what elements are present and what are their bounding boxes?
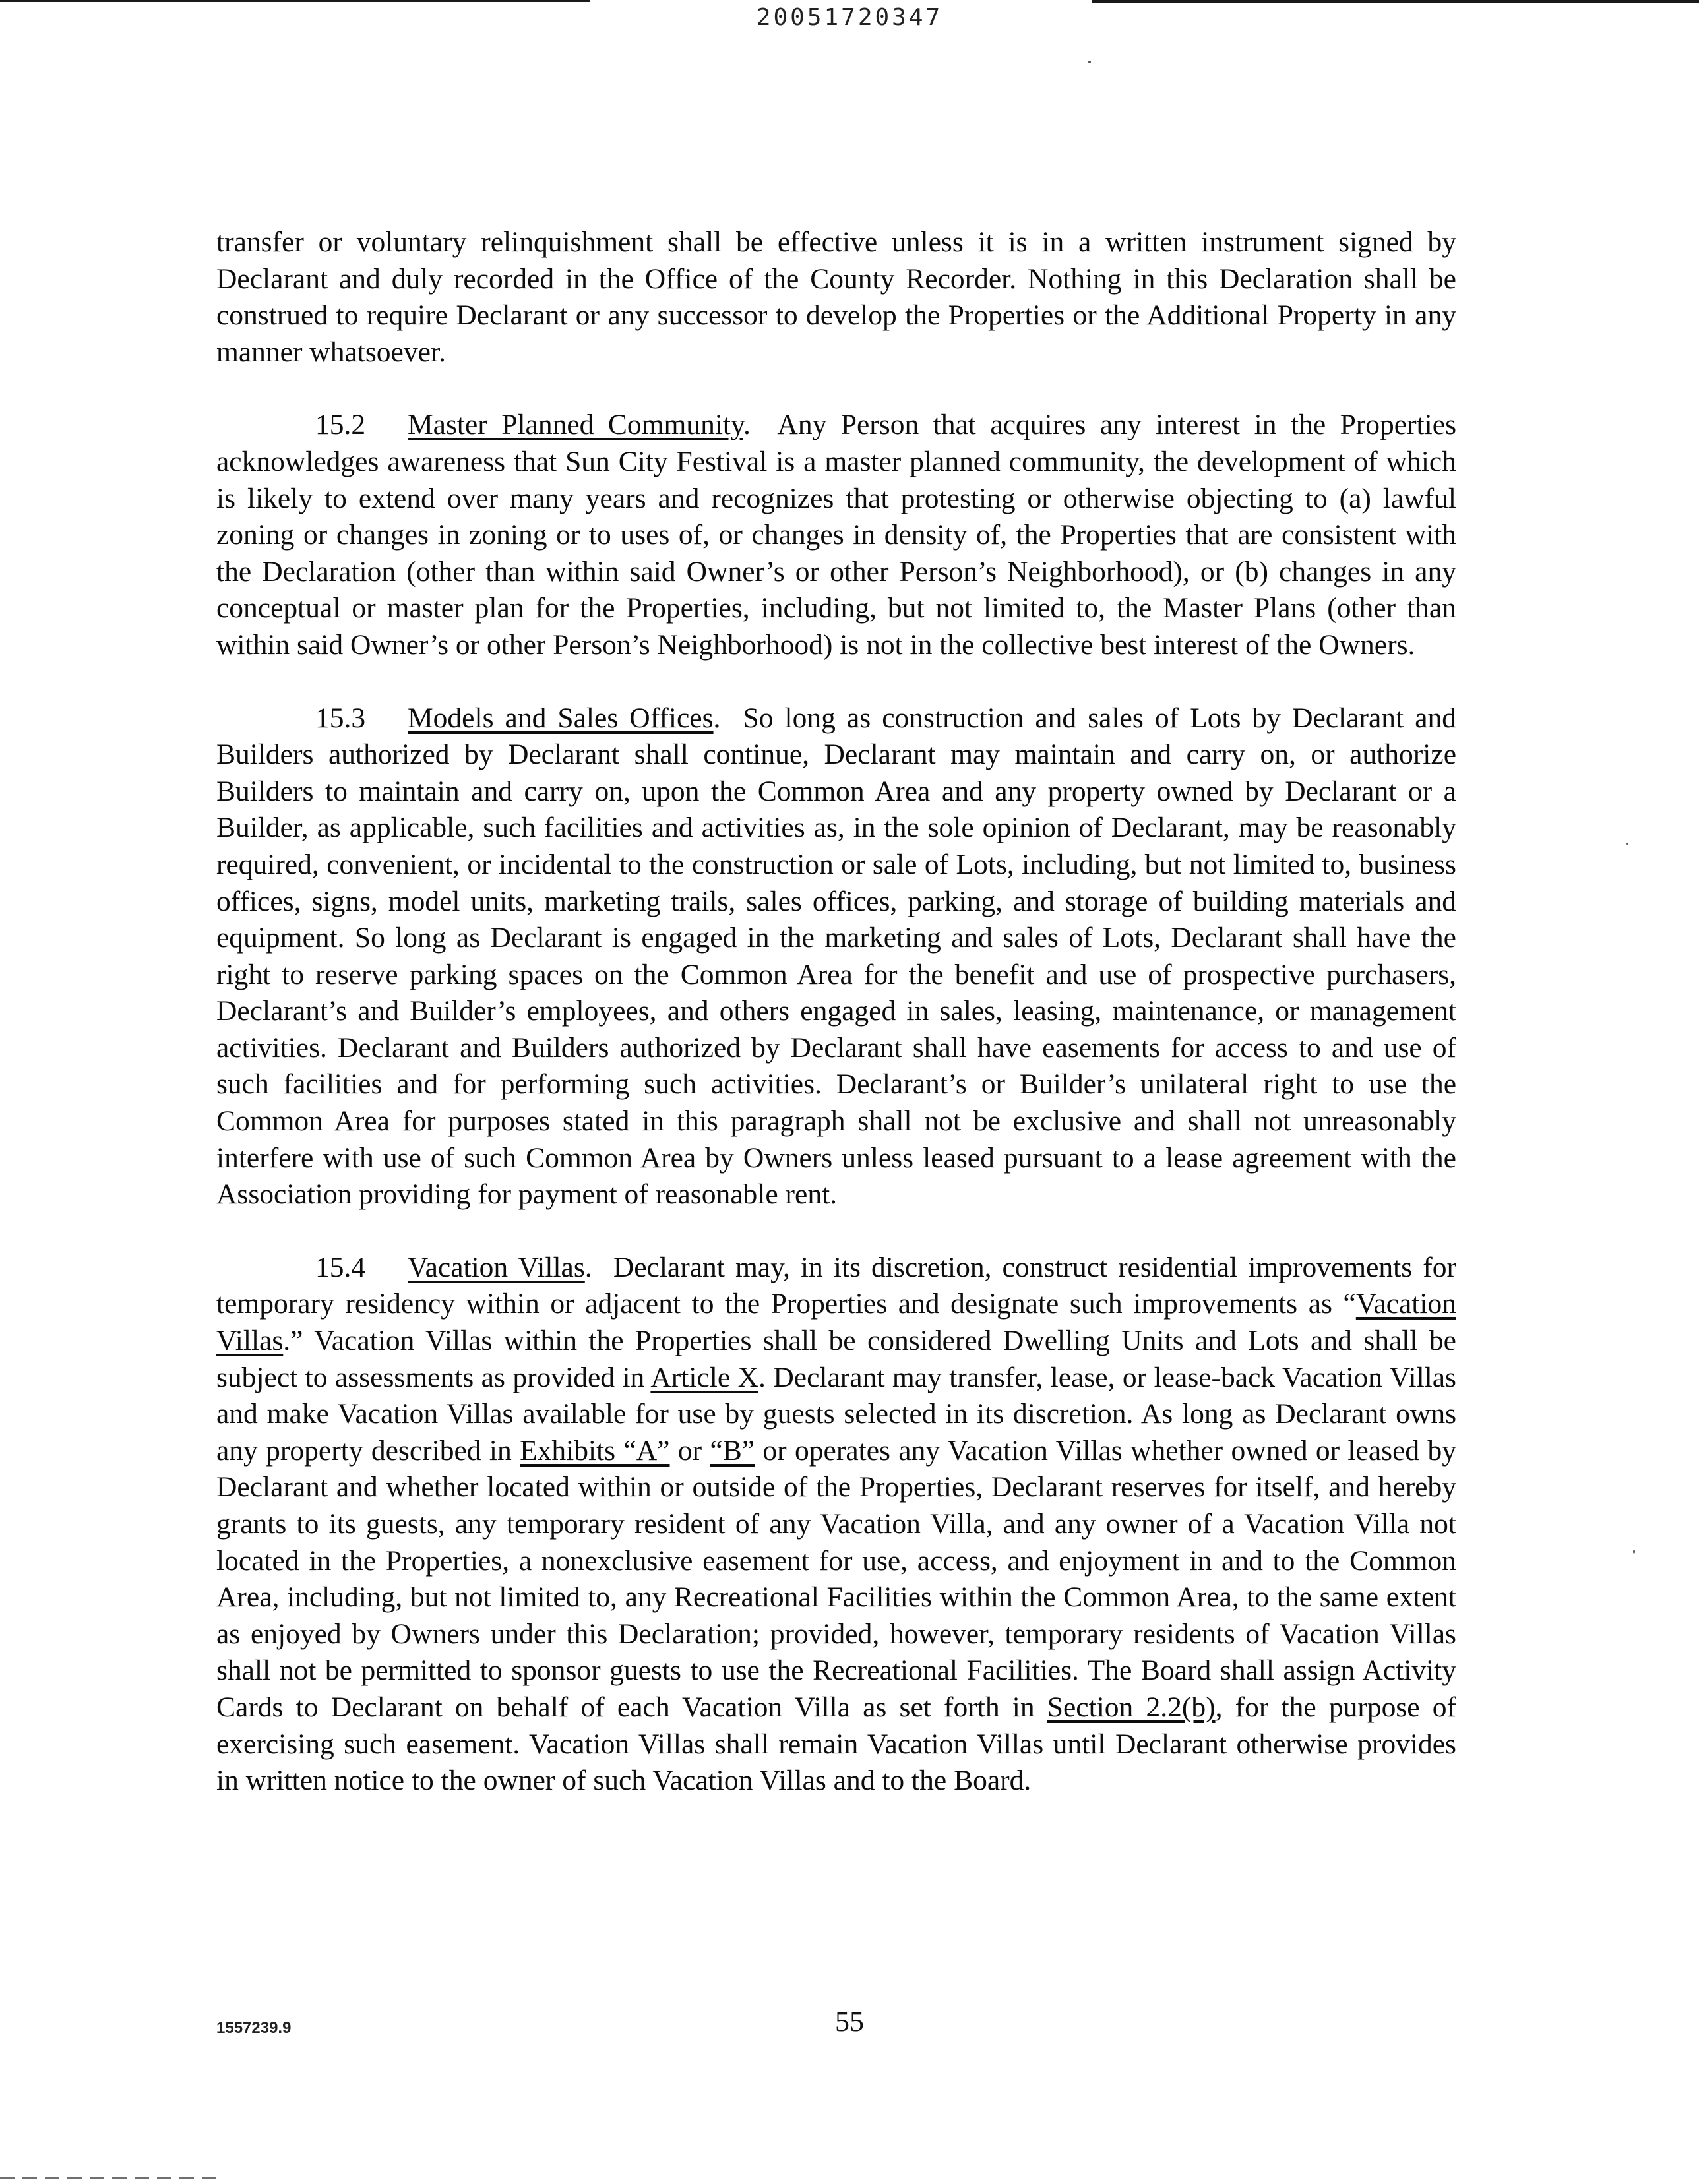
- defined-term: Vacation Villas: [216, 1288, 1456, 1357]
- exhibit-a-reference: Exhibits “A”: [520, 1434, 670, 1467]
- section-body-part: Declarant may, in its discretion, construct residential improvements for temporary residency within or adjacent to the Properties and designate such improvements as “: [216, 1251, 1456, 1320]
- section-number: 15.4: [315, 1251, 366, 1283]
- scan-edge-top-right: [1092, 0, 1699, 3]
- scan-speck: [1088, 61, 1091, 63]
- section-15-2: [216, 407, 1456, 663]
- heading-period: .: [713, 702, 721, 734]
- section-number: 15.2: [315, 409, 366, 441]
- section-heading: Master Planned Community: [408, 409, 743, 441]
- section-body-part: . Declarant may transfer, lease, or lease-back Vacation Villas and make Vacation Villas available for use by guests selected in its discretion. As long as Declarant owns any property described in: [216, 1361, 1456, 1467]
- section-reference: Section 2.2(b): [1047, 1691, 1216, 1723]
- section-body-part: or: [669, 1434, 710, 1467]
- recording-number: 20051720347: [756, 4, 943, 31]
- scan-speck: [1633, 1550, 1635, 1554]
- section-body: So long as construction and sales of Lots by Declarant and Builders authorized by Declarant shall continue, Declarant may maintain and carry on, or authorize Builders to maintain and carry on, upon the Common Area and any property owned by Declarant or a Builder, as applicable, such facilities and activities as, in the sole opinion of Declarant, may be reasonably required, convenient, or incidental to the construction or sale of Lots, including, but not limited to, business offices, signs, model units, marketing trails, sales offices, parking, and storage of building materials and equipment. So long as Declarant is engaged in the marketing and sales of Lots, Declarant shall have the right to reserve parking spaces on the Common Area for the benefit and use of prospective purchasers, Declarant’s and Builder’s employees, and others engaged in sales, leasing, maintenance, or management activities. Declarant and Builders authorized by Declarant shall have easements for access to and use of such facilities and for performing such activities. Declarant’s or Builder’s unilateral right to use the Common Area for purposes stated in this paragraph shall not be exclusive and shall not unreasonably interfere with use of such Common Area by Owners unless leased pursuant to a lease agreement with the Association providing for payment of reasonable rent.: [216, 702, 1456, 1211]
- section-body-part: .” Vacation Villas within the Properties shall be considered Dwelling Units and Lots and shall be subject to assessments as provided in: [216, 1325, 1456, 1393]
- section-body-part: , for the purpose of exercising such easement. Vacation Villas shall remain Vacation Villas until Declarant otherwise provides in written notice to the owner of such Vacation Villas and to the Board.: [216, 1691, 1456, 1797]
- paragraph-continuation: [216, 224, 1456, 371]
- heading-period: .: [743, 409, 751, 441]
- section-body: Any Person that acquires any interest in the Properties acknowledges awareness that Sun City Festival is a master planned community, the development of which is likely to extend over many years and recognizes that protesting or otherwise objecting to (a) lawful zoning or changes in zoning or to uses of, or changes in density of, the Properties that are consistent with the Declaration (other than within said Owner’s or other Person’s Neighborhood), or (b) changes in any conceptual or master plan for the Properties, including, but not limited to, the Master Plans (other than within said Owner’s or other Person’s Neighborhood) is not in the collective best interest of the Owners.: [216, 409, 1456, 661]
- scan-speck: [1626, 843, 1628, 845]
- exhibit-b-reference: “B”: [710, 1434, 755, 1467]
- scan-edge-bottom: [0, 2177, 218, 2179]
- section-heading: Vacation Villas: [408, 1251, 585, 1283]
- section-body-part: or operates any Vacation Villas whether owned or leased by Declarant and whether located within or outside of the Properties, Declarant reserves for itself, and hereby grants to its guests, any temporary resident of any Vacation Villa, and any owner of a Vacation Villa not located in the Properties, a nonexclusive easement for use, access, and enjoyment in and to the Common Area, including, but not limited to, any Recreational Facilities within the Common Area, to the same extent as enjoyed by Owners under this Declaration; provided, however, temporary residents of Vacation Villas shall not be permitted to sponsor guests to use the Recreational Facilities. The Board shall assign Activity Cards to Declarant on behalf of each Vacation Villa as set forth in: [216, 1434, 1456, 1723]
- footer-document-code: 1557239.9: [216, 2019, 292, 2037]
- section-15-3: [216, 700, 1456, 1213]
- section-number: 15.3: [315, 702, 366, 734]
- section-15-4: [216, 1250, 1456, 1800]
- section-heading: Models and Sales Offices: [408, 702, 714, 734]
- scan-edge-top-left: [0, 0, 590, 2]
- article-reference: Article X: [650, 1361, 759, 1393]
- heading-period: .: [584, 1251, 592, 1283]
- document-body: [216, 224, 1456, 1836]
- page-number: 55: [835, 2005, 864, 2038]
- paragraph-text: transfer or voluntary relinquishment shall be effective unless it is in a written instrument signed by Declarant and duly recorded in the Office of the County Recorder. Nothing in this Declaration shall be construed to require Declarant or any successor to develop the Properties or the Additional Property in any manner whatsoever.: [216, 226, 1456, 368]
